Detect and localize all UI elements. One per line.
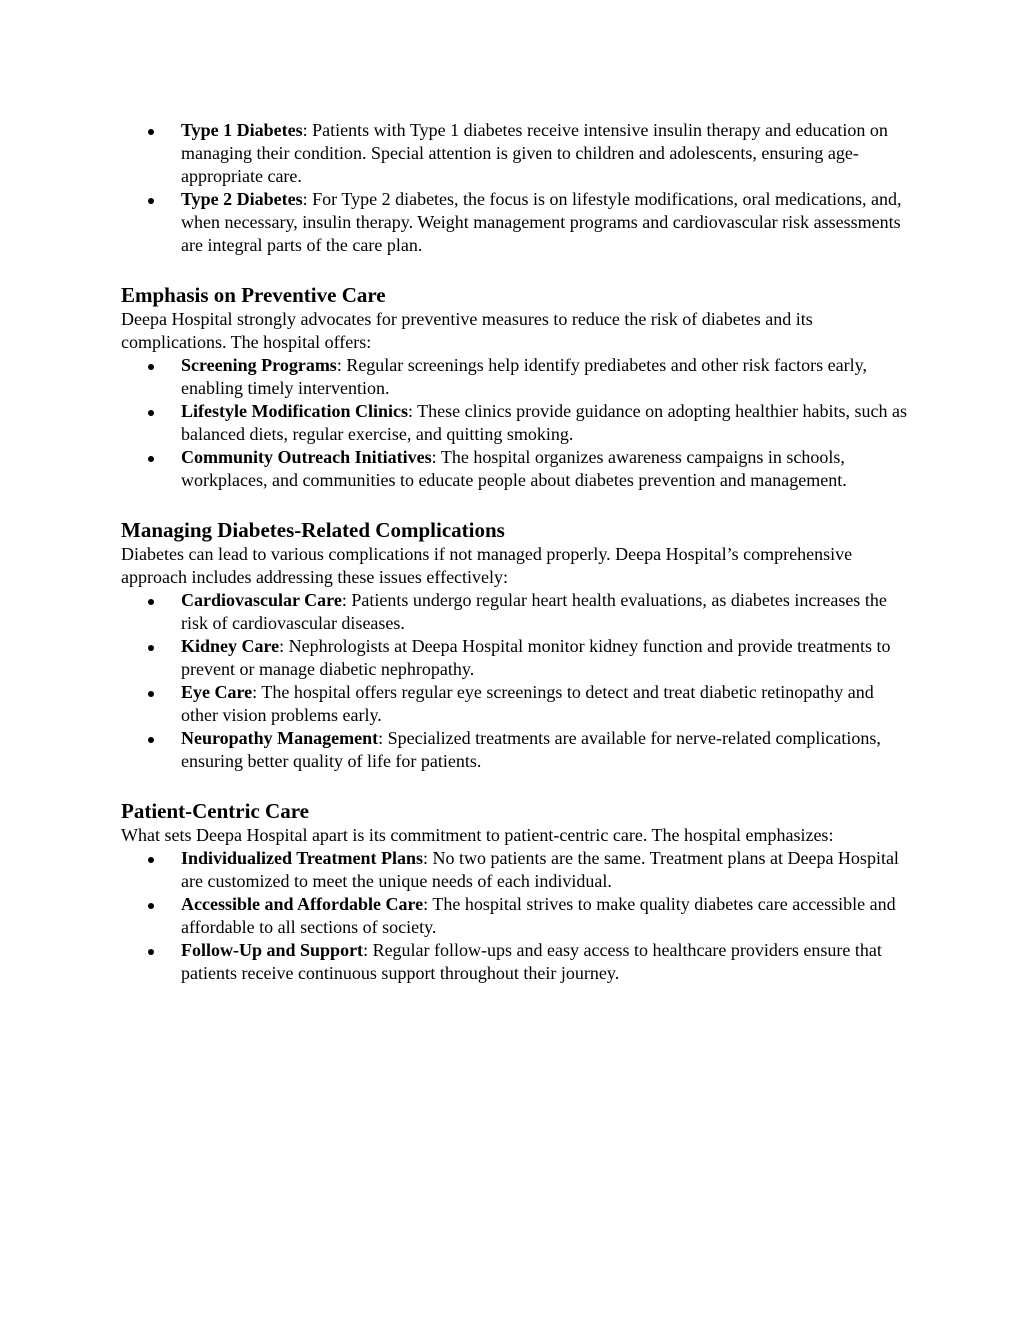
list-item-term: Screening Programs bbox=[181, 355, 337, 375]
list-item-text: : Specialized treatments are available for nerve-related complications, ensuring better quality of life for patients. bbox=[181, 728, 881, 771]
list-item bbox=[121, 939, 911, 985]
bullet-icon bbox=[148, 903, 154, 909]
bullet-icon bbox=[148, 737, 154, 743]
patient-centric-list bbox=[121, 847, 911, 985]
list-item-text: : Regular follow-ups and easy access to healthcare providers ensure that patients receive continuous support throughout their journey. bbox=[181, 940, 882, 983]
list-item-term: Individualized Treatment Plans bbox=[181, 848, 424, 868]
list-item bbox=[121, 354, 911, 400]
list-item-term: Neuropathy Management bbox=[181, 728, 379, 748]
intro-list bbox=[121, 119, 911, 257]
list-item-text: : The hospital offers regular eye screenings to detect and treat diabetic retinopathy and other vision problems early. bbox=[181, 682, 874, 725]
list-item-text: : Nephrologists at Deepa Hospital monitor kidney function and provide treatments to prevent or manage diabetic nephropathy. bbox=[181, 636, 891, 679]
list-item-text: : For Type 2 diabetes, the focus is on lifestyle modifications, oral medications, and, when necessary, insulin therapy. Weight management programs and cardiovascular risk assessments are integral parts of the care plan. bbox=[181, 189, 902, 255]
list-item bbox=[121, 188, 911, 257]
bullet-icon bbox=[148, 949, 154, 955]
bullet-icon bbox=[148, 129, 154, 135]
preventive-care-list bbox=[121, 354, 911, 492]
list-item bbox=[121, 893, 911, 939]
list-item-term: Accessible and Affordable Care bbox=[181, 894, 424, 914]
bullet-icon bbox=[148, 857, 154, 863]
list-item bbox=[121, 400, 911, 446]
list-item-term: Cardiovascular Care bbox=[181, 590, 342, 610]
section-heading-complications: Managing Diabetes-Related Complications bbox=[121, 518, 505, 542]
list-item-text: : Regular screenings help identify prediabetes and other risk factors early, enabling timely intervention. bbox=[181, 355, 867, 398]
complications-list bbox=[121, 589, 911, 773]
list-item-term: Kidney Care bbox=[181, 636, 280, 656]
bullet-icon bbox=[148, 364, 154, 370]
list-item-term: Lifestyle Modification Clinics bbox=[181, 401, 408, 421]
bullet-icon bbox=[148, 198, 154, 204]
section-paragraph: What sets Deepa Hospital apart is its commitment to patient-centric care. The hospital emphasizes: bbox=[121, 825, 834, 845]
list-item bbox=[121, 727, 911, 773]
list-item-term: Follow-Up and Support bbox=[181, 940, 364, 960]
section-paragraph: Diabetes can lead to various complications if not managed properly. Deepa Hospital’s comprehensive approach includes addressing these issues effectively: bbox=[121, 544, 853, 587]
list-item-text: : The hospital organizes awareness campaigns in schools, workplaces, and communities to educate people about diabetes prevention and management. bbox=[181, 447, 847, 490]
bullet-icon bbox=[148, 410, 154, 416]
section-heading-preventive-care: Emphasis on Preventive Care bbox=[121, 283, 386, 307]
list-item-text: : These clinics provide guidance on adopting healthier habits, such as balanced diets, regular exercise, and quitting smoking. bbox=[181, 401, 908, 444]
section-heading-patient-centric: Patient-Centric Care bbox=[121, 799, 309, 823]
list-item-text: : No two patients are the same. Treatment plans at Deepa Hospital are customized to meet the unique needs of each individual. bbox=[181, 848, 899, 891]
list-item-term: Type 1 Diabetes bbox=[181, 120, 303, 140]
list-item bbox=[121, 589, 911, 635]
list-item bbox=[121, 847, 911, 893]
list-item-term: Type 2 Diabetes bbox=[181, 189, 303, 209]
section-paragraph: Deepa Hospital strongly advocates for preventive measures to reduce the risk of diabetes and its complications. The hospital offers: bbox=[121, 309, 813, 352]
list-item-term: Community Outreach Initiatives bbox=[181, 447, 432, 467]
list-item-text: : The hospital strives to make quality diabetes care accessible and affordable to all sections of society. bbox=[181, 894, 896, 937]
document-page bbox=[121, 119, 911, 985]
list-item-text: : Patients undergo regular heart health evaluations, as diabetes increases the risk of cardiovascular diseases. bbox=[181, 590, 887, 633]
list-item bbox=[121, 446, 911, 492]
bullet-icon bbox=[148, 599, 154, 605]
list-item bbox=[121, 635, 911, 681]
bullet-icon bbox=[148, 456, 154, 462]
bullet-icon bbox=[148, 691, 154, 697]
list-item bbox=[121, 681, 911, 727]
list-item-term: Eye Care bbox=[181, 682, 253, 702]
bullet-icon bbox=[148, 645, 154, 651]
list-item-text: : Patients with Type 1 diabetes receive intensive insulin therapy and education on managing their condition. Special attention is given to children and adolescents, ensuring age-appropriate care. bbox=[181, 120, 888, 186]
list-item bbox=[121, 119, 911, 188]
